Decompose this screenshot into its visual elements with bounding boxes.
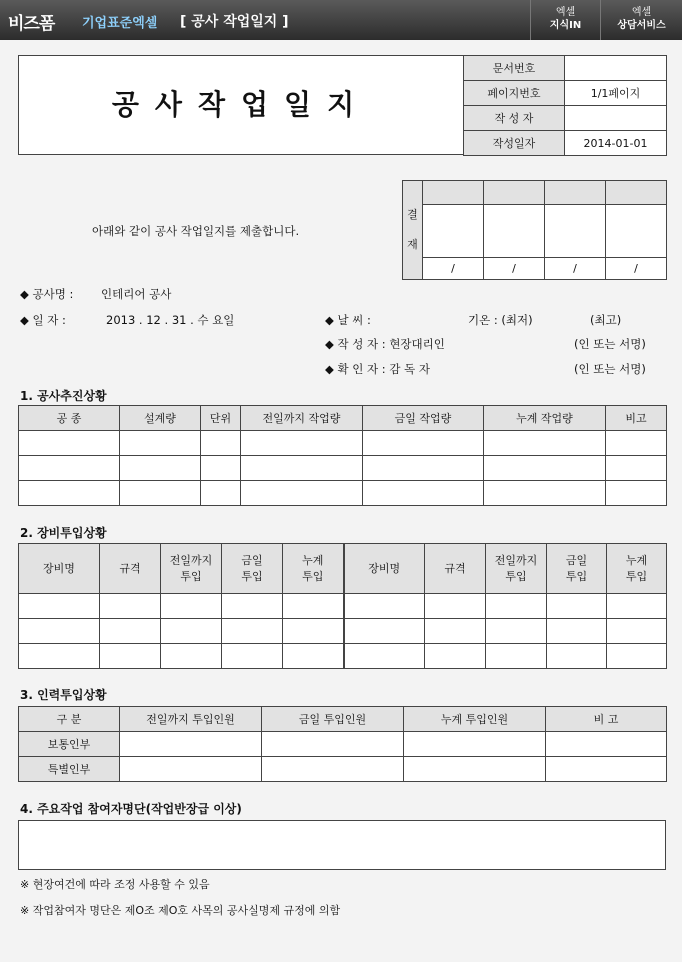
approver-title[interactable] [484, 181, 545, 205]
submit-statement: 아래와 같이 공사 작업일지를 제출합니다. [92, 224, 300, 238]
table-cell[interactable] [425, 594, 486, 619]
column-header: 누계 작업량 [484, 406, 606, 431]
table-row [19, 481, 667, 506]
top-bar [0, 0, 682, 40]
info-value[interactable]: 2014-01-01 [565, 131, 667, 156]
table-cell[interactable] [486, 619, 547, 644]
column-header: 규격 [425, 544, 486, 594]
table-cell[interactable] [486, 644, 547, 669]
table-cell[interactable] [606, 481, 667, 506]
footnote: ※ 현장여건에 따라 조정 사용할 수 있음 [20, 878, 210, 891]
table-cell[interactable] [484, 481, 606, 506]
footnote: ※ 작업참여자 명단은 제O조 제O호 사목의 공사실명제 규정에 의함 [20, 904, 341, 917]
table-cell[interactable] [363, 481, 484, 506]
table-row [19, 644, 667, 669]
table-cell[interactable] [201, 456, 241, 481]
table-row [19, 456, 667, 481]
signature-cell[interactable] [545, 205, 606, 258]
document-info-table [463, 55, 667, 156]
table-cell[interactable] [262, 757, 404, 782]
button-label: 상담서비스 [617, 20, 666, 31]
table-cell[interactable] [607, 619, 667, 644]
section-title: 3. 인력투입상황 [20, 688, 107, 702]
page-title: 공사작업일지 [18, 55, 464, 155]
table-cell[interactable] [161, 594, 222, 619]
approval-label [403, 181, 423, 280]
participants-box[interactable] [18, 820, 666, 870]
column-header: 구 분 [19, 707, 120, 732]
table-cell[interactable] [283, 594, 344, 619]
date-label: ◆ 일 자 : [20, 313, 66, 327]
table-cell[interactable] [222, 594, 283, 619]
brand-logo[interactable]: 비즈폼 [8, 14, 55, 34]
equipment-table [18, 543, 667, 669]
approval-char: 결 [407, 208, 418, 221]
approver-title[interactable] [423, 181, 484, 205]
project-value[interactable]: 인테리어 공사 [101, 287, 172, 301]
table-row [19, 594, 667, 619]
table-cell[interactable] [120, 456, 201, 481]
table-cell[interactable] [120, 732, 262, 757]
approver-title[interactable] [606, 181, 667, 205]
table-cell[interactable] [546, 732, 667, 757]
approval-date-cell[interactable]: / [423, 258, 484, 280]
table-cell[interactable] [363, 456, 484, 481]
table-cell[interactable] [120, 757, 262, 782]
table-cell[interactable] [404, 732, 546, 757]
info-label: 페이지번호 [464, 81, 565, 106]
column-header: 전일까지 투입 [161, 544, 222, 594]
work-progress-table [18, 405, 667, 506]
project-label: ◆ 공사명 : [20, 287, 74, 301]
checker-sign-label: (인 또는 서명) [574, 362, 646, 376]
table-cell[interactable] [404, 757, 546, 782]
table-cell[interactable] [344, 594, 425, 619]
table-cell[interactable] [201, 481, 241, 506]
column-header: 전일까지 투입 [486, 544, 547, 594]
table-cell[interactable] [201, 431, 241, 456]
column-header: 공 종 [19, 406, 120, 431]
labor-table [18, 706, 667, 782]
column-header: 규격 [100, 544, 161, 594]
row-label: 보통인부 [19, 732, 120, 757]
table-cell[interactable] [222, 619, 283, 644]
info-value[interactable] [565, 106, 667, 131]
table-cell[interactable] [606, 431, 667, 456]
table-cell[interactable] [546, 757, 667, 782]
table-cell[interactable] [344, 619, 425, 644]
column-header: 설계량 [120, 406, 201, 431]
excel-knowledge-button[interactable] [530, 0, 600, 40]
table-cell[interactable] [425, 644, 486, 669]
table-cell[interactable] [547, 644, 607, 669]
column-header: 금일 투입 [547, 544, 607, 594]
approval-char: 재 [407, 238, 418, 251]
table-cell[interactable] [100, 594, 161, 619]
column-header: 전일까지 투입인원 [120, 707, 262, 732]
table-cell[interactable] [262, 732, 404, 757]
table-cell[interactable] [19, 594, 100, 619]
column-header: 금일 투입 [222, 544, 283, 594]
section-title: 4. 주요작업 참여자명단(작업반장급 이상) [20, 802, 242, 816]
approval-date-cell[interactable]: / [545, 258, 606, 280]
button-label: 지식IN [549, 20, 582, 31]
column-header: 전일까지 작업량 [241, 406, 363, 431]
table-cell[interactable] [607, 594, 667, 619]
table-row [19, 431, 667, 456]
button-label: 엑셀 [631, 7, 652, 18]
column-header: 누계 투입 [283, 544, 344, 594]
column-header: 장비명 [344, 544, 425, 594]
column-header: 누계 투입 [607, 544, 667, 594]
section-title: 2. 장비투입상황 [20, 526, 107, 540]
column-header: 비 고 [546, 707, 667, 732]
table-cell[interactable] [222, 644, 283, 669]
approver-title[interactable] [545, 181, 606, 205]
checker-label: ◆ 확 인 자 : 감 독 자 [325, 362, 430, 376]
table-cell[interactable] [425, 619, 486, 644]
table-cell[interactable] [100, 644, 161, 669]
column-header: 장비명 [19, 544, 100, 594]
table-cell[interactable] [19, 456, 120, 481]
button-label: 엑셀 [555, 7, 576, 18]
date-value[interactable]: 2013 . 12 . 31 . 수 요일 [106, 313, 235, 327]
info-label: 작 성 자 [464, 106, 565, 131]
writer-sign-label: (인 또는 서명) [574, 337, 646, 351]
table-cell[interactable] [161, 644, 222, 669]
table-cell[interactable] [607, 644, 667, 669]
table-cell[interactable] [100, 619, 161, 644]
weather-label: ◆ 날 씨 : [325, 313, 371, 327]
table-cell[interactable] [344, 644, 425, 669]
table-cell[interactable] [484, 431, 606, 456]
table-cell[interactable] [486, 594, 547, 619]
excel-consulting-button[interactable] [600, 0, 682, 40]
row-label: 특별인부 [19, 757, 120, 782]
table-cell[interactable] [363, 431, 484, 456]
table-cell[interactable] [547, 619, 607, 644]
table-cell[interactable] [606, 456, 667, 481]
table-cell[interactable] [241, 456, 363, 481]
table-cell[interactable] [241, 431, 363, 456]
table-cell[interactable] [547, 594, 607, 619]
approval-table [402, 180, 667, 280]
table-cell[interactable] [283, 619, 344, 644]
column-header: 금일 작업량 [363, 406, 484, 431]
signature-cell[interactable] [606, 205, 667, 258]
writer-label: ◆ 작 성 자 : 현장대리인 [325, 337, 445, 351]
table-cell[interactable] [120, 431, 201, 456]
info-label: 작성일자 [464, 131, 565, 156]
column-header: 금일 투입인원 [262, 707, 404, 732]
table-cell[interactable] [484, 456, 606, 481]
brand-subtitle: 기업표준엑셀 [82, 16, 158, 31]
temperature-min-label: 기온 : (최저) [468, 313, 533, 327]
temperature-max-label: (최고) [590, 313, 622, 327]
table-cell[interactable] [19, 619, 100, 644]
signature-cell[interactable] [484, 205, 545, 258]
table-cell[interactable] [19, 644, 100, 669]
table-cell[interactable] [120, 481, 201, 506]
info-value[interactable] [565, 56, 667, 81]
info-label: 문서번호 [464, 56, 565, 81]
table-row [19, 757, 667, 782]
table-cell[interactable] [19, 431, 120, 456]
info-value[interactable]: 1/1페이지 [565, 81, 667, 106]
approval-date-cell[interactable]: / [606, 258, 667, 280]
section-title: 1. 공사추진상황 [20, 389, 107, 403]
table-cell[interactable] [161, 619, 222, 644]
table-row [19, 619, 667, 644]
column-header: 누계 투입인원 [404, 707, 546, 732]
table-row [19, 732, 667, 757]
table-cell[interactable] [241, 481, 363, 506]
table-cell[interactable] [283, 644, 344, 669]
column-header: 단위 [201, 406, 241, 431]
column-header: 비고 [606, 406, 667, 431]
approval-date-cell[interactable]: / [484, 258, 545, 280]
signature-cell[interactable] [423, 205, 484, 258]
document-title-label: [ 공사 작업일지 ] [180, 14, 289, 30]
table-cell[interactable] [19, 481, 120, 506]
